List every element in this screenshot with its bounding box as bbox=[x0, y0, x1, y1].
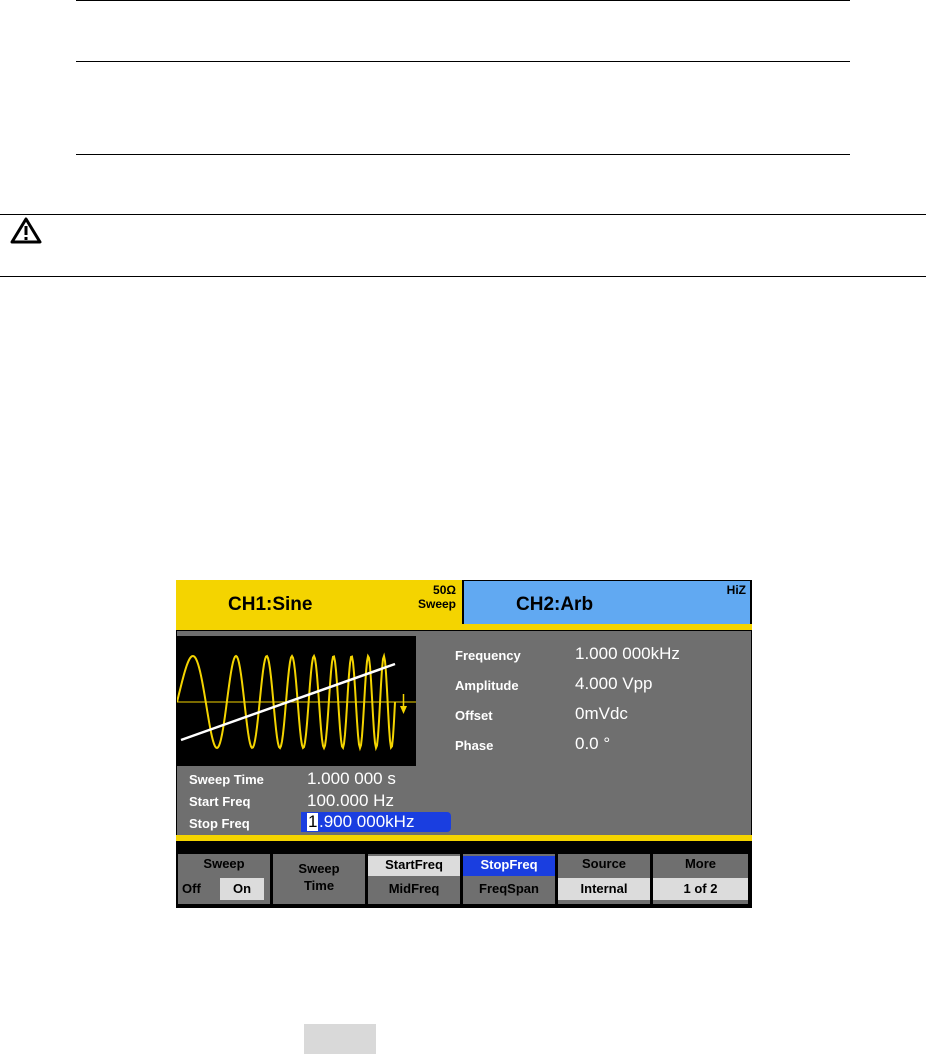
phase-value: 0.0 ° bbox=[575, 734, 611, 753]
start-freq-value: 100.000 Hz bbox=[307, 791, 394, 810]
sweep-time-softkey[interactable] bbox=[273, 854, 365, 904]
channel1-status bbox=[418, 583, 456, 611]
channel-indicator-bar bbox=[176, 624, 752, 630]
warning-bottom-rule bbox=[0, 276, 926, 277]
stop-freq-input[interactable] bbox=[301, 812, 451, 832]
stop-freq-option[interactable]: StopFreq bbox=[463, 856, 555, 876]
amplitude-label: Amplitude bbox=[455, 678, 519, 693]
source-value: Internal bbox=[558, 878, 650, 900]
sweep-time-label: Sweep Time bbox=[189, 772, 264, 787]
mid-freq-option[interactable]: MidFreq bbox=[388, 881, 440, 896]
start-freq-label: Start Freq bbox=[189, 794, 251, 809]
frequency-value: 1.000 000kHz bbox=[575, 644, 680, 663]
generator-screen bbox=[176, 580, 752, 908]
phase-label: Phase bbox=[455, 738, 494, 753]
sweep-time-value: 1.000 000 s bbox=[307, 769, 396, 788]
source-softkey-label: Source bbox=[581, 856, 627, 871]
top-rule bbox=[76, 0, 850, 1]
warning-top-rule bbox=[0, 214, 926, 215]
frequency-label: Frequency bbox=[455, 648, 521, 663]
softkey-bar bbox=[176, 842, 752, 908]
amplitude-value: 4.000 Vpp bbox=[575, 674, 653, 693]
stop-freq-cursor-digit: 1 bbox=[308, 812, 318, 831]
channel1-mode: Sweep bbox=[417, 597, 456, 611]
channel1-tab[interactable] bbox=[176, 580, 462, 624]
channel1-impedance: 50Ω bbox=[433, 583, 456, 597]
freq-span-option[interactable]: FreqSpan bbox=[479, 881, 539, 896]
more-softkey-label: More bbox=[684, 856, 717, 871]
channel2-tab[interactable] bbox=[464, 581, 750, 625]
key-highlight-box bbox=[304, 1024, 376, 1054]
stop-freq-value: .900 000kHz bbox=[319, 812, 415, 831]
divider-rule bbox=[76, 154, 850, 155]
warning-icon bbox=[10, 216, 42, 244]
offset-label: Offset bbox=[455, 708, 493, 723]
channel2-title: CH2:Arb bbox=[516, 594, 594, 615]
divider-rule bbox=[76, 61, 850, 62]
start-freq-option[interactable]: StartFreq bbox=[368, 856, 460, 876]
more-softkey[interactable] bbox=[653, 854, 748, 904]
parameter-panel bbox=[177, 631, 751, 835]
source-softkey[interactable] bbox=[558, 854, 650, 904]
start-freq-softkey[interactable] bbox=[368, 854, 460, 904]
sweep-time-softkey-label: Sweep Time bbox=[298, 861, 340, 893]
stop-freq-label: Stop Freq bbox=[189, 816, 250, 831]
offset-value: 0mVdc bbox=[575, 704, 628, 723]
sweep-toggle-softkey[interactable] bbox=[178, 854, 270, 904]
softkey-separator bbox=[176, 835, 752, 841]
sweep-off-option[interactable]: Off bbox=[182, 881, 201, 896]
channel1-title: CH1:Sine bbox=[228, 594, 313, 615]
page-indicator: 1 of 2 bbox=[653, 878, 748, 900]
sweep-on-option[interactable]: On bbox=[220, 878, 264, 900]
sweep-waveform-graphic bbox=[177, 636, 416, 766]
channel2-impedance: HiZ bbox=[726, 583, 746, 597]
waveform-preview bbox=[177, 636, 416, 766]
sweep-softkey-label: Sweep bbox=[203, 856, 245, 871]
stop-freq-softkey[interactable] bbox=[463, 854, 555, 904]
